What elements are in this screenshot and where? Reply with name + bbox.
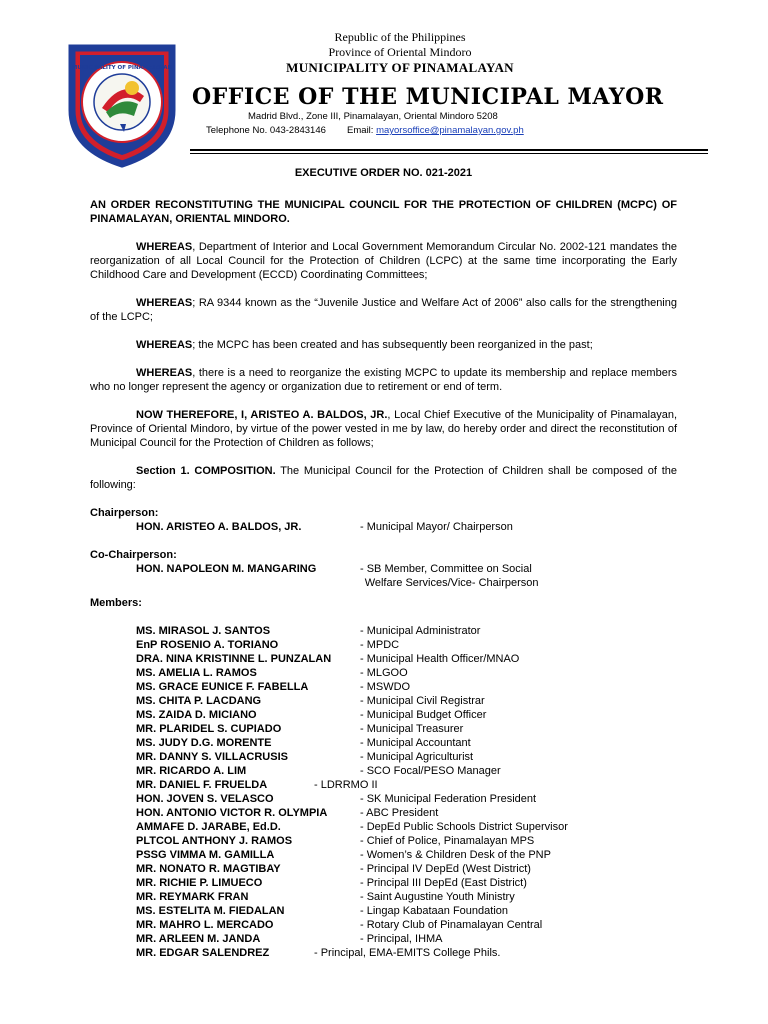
co-chairperson-row xyxy=(90,562,677,576)
email-label: Email: xyxy=(347,125,374,136)
member-name: MR. DANNY S. VILLACRUSIS xyxy=(136,751,288,763)
member-row xyxy=(90,708,677,722)
member-name: MR. NONATO R. MAGTIBAY xyxy=(136,863,281,875)
member-row xyxy=(90,736,677,750)
member-row xyxy=(90,876,677,890)
member-name: MR. DANIEL F. FRUELDA xyxy=(136,779,268,791)
member-name: HON. NAPOLEON M. MANGARING xyxy=(136,563,317,575)
member-position: - Chief of Police, Pinamalayan MPS xyxy=(360,835,535,847)
member-name: MS. AMELIA L. RAMOS xyxy=(136,667,257,679)
section-1-text: The Municipal Council for the Protection of Children shall be composed of the following: xyxy=(90,465,677,491)
member-position: - Municipal Health Officer/MNAO xyxy=(360,653,520,665)
member-row xyxy=(90,680,677,694)
whereas-paragraph-2 xyxy=(90,296,677,324)
member-row xyxy=(90,820,677,834)
whereas-paragraph-4 xyxy=(90,366,677,394)
member-row xyxy=(90,722,677,736)
member-name: EnP ROSENIO A. TORIANO xyxy=(136,639,279,651)
member-position: - Principal IV DepEd (West District) xyxy=(360,863,531,875)
whereas-text: ; RA 9344 known as the “Juvenile Justice and Welfare Act of 2006” also calls for the strengthening of the LCPC; xyxy=(90,297,677,323)
document-body xyxy=(90,160,677,960)
member-position: - Saint Augustine Youth Ministry xyxy=(360,891,515,903)
whereas-paragraph-1 xyxy=(90,240,677,282)
member-position: - SCO Focal/PESO Manager xyxy=(360,765,501,777)
member-row xyxy=(90,694,677,708)
member-name: MR. PLARIDEL S. CUPIADO xyxy=(136,723,282,735)
municipality-line: MUNICIPALITY OF PINAMALAYAN xyxy=(286,60,514,75)
republic-line: Republic of the Philippines xyxy=(334,30,466,44)
member-name: MS. ZAIDA D. MICIANO xyxy=(136,709,257,721)
member-position: - SB Member, Committee on Social xyxy=(360,563,532,575)
member-name: HON. ARISTEO A. BALDOS, JR. xyxy=(136,521,302,533)
member-row xyxy=(90,904,677,918)
member-row xyxy=(90,764,677,778)
member-name: PLTCOL ANTHONY J. RAMOS xyxy=(136,835,293,847)
now-therefore-paragraph xyxy=(90,408,677,450)
member-name: MS. JUDY D.G. MORENTE xyxy=(136,737,272,749)
members-list xyxy=(90,624,677,960)
members-label: Members: xyxy=(90,597,142,609)
order-title: AN ORDER RECONSTITUTING THE MUNICIPAL COUNCIL FOR THE PROTECTION OF CHILDREN (MCPC) OF PINAMALAYAN, ORIENTAL MINDORO. xyxy=(90,199,677,225)
member-name: MR. RICARDO A. LIM xyxy=(136,765,247,777)
member-position: - SK Municipal Federation President xyxy=(360,793,537,805)
member-row xyxy=(90,890,677,904)
seal-text: MUNICIPALITY OF PINAMALAYAN xyxy=(71,65,173,71)
member-position: - Municipal Budget Officer xyxy=(360,709,487,721)
co-chairperson-row-continued xyxy=(90,576,677,590)
member-name: MR. EDGAR SALENDREZ xyxy=(136,947,270,959)
member-position: - Women’s & Children Desk of the PNP xyxy=(360,849,551,861)
eo-number: EXECUTIVE ORDER NO. 021-2021 xyxy=(294,167,473,179)
member-row xyxy=(90,862,677,876)
member-name: MS. GRACE EUNICE F. FABELLA xyxy=(136,681,309,693)
whereas-paragraph-3 xyxy=(90,338,677,352)
member-row xyxy=(90,848,677,862)
member-position: - Principal, EMA-EMITS College Phils. xyxy=(314,947,501,959)
member-name: MR. RICHIE P. LIMUECO xyxy=(136,877,263,889)
office-address: Madrid Blvd., Zone III, Pinamalayan, Oriental Mindoro 5208 xyxy=(248,111,498,122)
whereas-text: , Department of Interior and Local Government Memorandum Circular No. 2002-121 mandates the reorganization of all Local Council for the Protection of Children (LCPC) at the same time incorporating the Early Childhood Care and Development (ECCD) Coordinating Committees; xyxy=(90,241,677,281)
member-name: HON. JOVEN S. VELASCO xyxy=(136,793,274,805)
member-position: - LDRRMO II xyxy=(314,779,378,791)
member-position: - Principal, IHMA xyxy=(360,933,443,945)
member-row xyxy=(90,624,677,638)
member-position: - Rotary Club of Pinamalayan Central xyxy=(360,919,543,931)
province-line: Province of Oriental Mindoro xyxy=(328,45,472,59)
telephone: Telephone No. 043-2843146 xyxy=(206,125,326,136)
member-name: DRA. NINA KRISTINNE L. PUNZALAN xyxy=(136,653,332,665)
member-row xyxy=(90,652,677,666)
whereas-text: , there is a need to reorganize the existing MCPC to update its membership and replace members who no longer represent the agency or organization due to retirement or end of term. xyxy=(90,367,677,393)
member-name: HON. ANTONIO VICTOR R. OLYMPIA xyxy=(136,807,328,819)
member-position: - Municipal Administrator xyxy=(360,625,481,637)
member-position-continued: Welfare Services/Vice- Chairperson xyxy=(364,577,539,589)
member-position: - Principal III DepEd (East District) xyxy=(360,877,527,889)
member-name: MS. MIRASOL J. SANTOS xyxy=(136,625,271,637)
member-row xyxy=(90,806,677,820)
whereas-lead: WHEREAS xyxy=(136,367,193,379)
member-position: - Municipal Civil Registrar xyxy=(360,695,485,707)
member-row xyxy=(90,918,677,932)
member-row xyxy=(90,932,677,946)
email-link[interactable]: mayorsoffice@pinamalayan.gov.ph xyxy=(376,125,524,136)
chairperson-row xyxy=(90,520,677,534)
header-divider xyxy=(190,149,708,151)
letterhead xyxy=(0,0,768,160)
member-position: - MSWDO xyxy=(360,681,411,693)
member-row xyxy=(90,638,677,652)
member-name: AMMAFE D. JARABE, Ed.D. xyxy=(136,821,281,833)
now-therefore-text: , Local Chief Executive of the Municipality of Pinamalayan, Province of Oriental Mindoro, by virtue of the power vested in me by law, do hereby order and direct the reconstitution of Municipal Council for the Protection of Children as follows; xyxy=(90,409,677,449)
member-position: - MPDC xyxy=(360,639,400,651)
member-row xyxy=(90,834,677,848)
member-position: - Municipal Accountant xyxy=(360,737,471,749)
member-name: MS. ESTELITA M. FIEDALAN xyxy=(136,905,285,917)
municipal-seal-icon xyxy=(62,38,182,168)
member-row xyxy=(90,778,677,792)
member-position: - DepEd Public Schools District Supervisor xyxy=(360,821,568,833)
member-name: MS. CHITA P. LACDANG xyxy=(136,695,262,707)
member-position: - Municipal Treasurer xyxy=(360,723,464,735)
whereas-lead: WHEREAS xyxy=(136,241,193,253)
member-name: MR. ARLEEN M. JANDA xyxy=(136,933,261,945)
office-title: OFFICE OF THE MUNICIPAL MAYOR xyxy=(192,84,664,110)
member-position: - MLGOO xyxy=(360,667,408,679)
section-1-lead: Section 1. COMPOSITION. xyxy=(136,465,276,477)
contact-line xyxy=(206,125,524,136)
member-position: - Lingap Kabataan Foundation xyxy=(360,905,509,917)
member-position: - Municipal Agriculturist xyxy=(360,751,474,763)
whereas-lead: WHEREAS xyxy=(136,339,193,351)
member-row xyxy=(90,792,677,806)
member-position: - ABC President xyxy=(360,807,439,819)
member-row xyxy=(90,666,677,680)
member-name: PSSG VIMMA M. GAMILLA xyxy=(136,849,275,861)
member-name: MR. MAHRO L. MERCADO xyxy=(136,919,274,931)
now-therefore-lead: NOW THEREFORE, I, ARISTEO A. BALDOS, JR. xyxy=(136,409,388,421)
member-name: MR. REYMARK FRAN xyxy=(136,891,249,903)
whereas-text: ; the MCPC has been created and has subsequently been reorganized in the past; xyxy=(192,339,593,351)
member-position: - Municipal Mayor/ Chairperson xyxy=(360,521,513,533)
member-row xyxy=(90,946,677,960)
chairperson-label: Chairperson: xyxy=(90,507,159,519)
header-divider-thin xyxy=(190,153,708,154)
member-row xyxy=(90,750,677,764)
whereas-lead: WHEREAS xyxy=(136,297,193,309)
co-chairperson-label: Co-Chairperson: xyxy=(90,549,177,561)
section-1-composition xyxy=(90,464,677,492)
